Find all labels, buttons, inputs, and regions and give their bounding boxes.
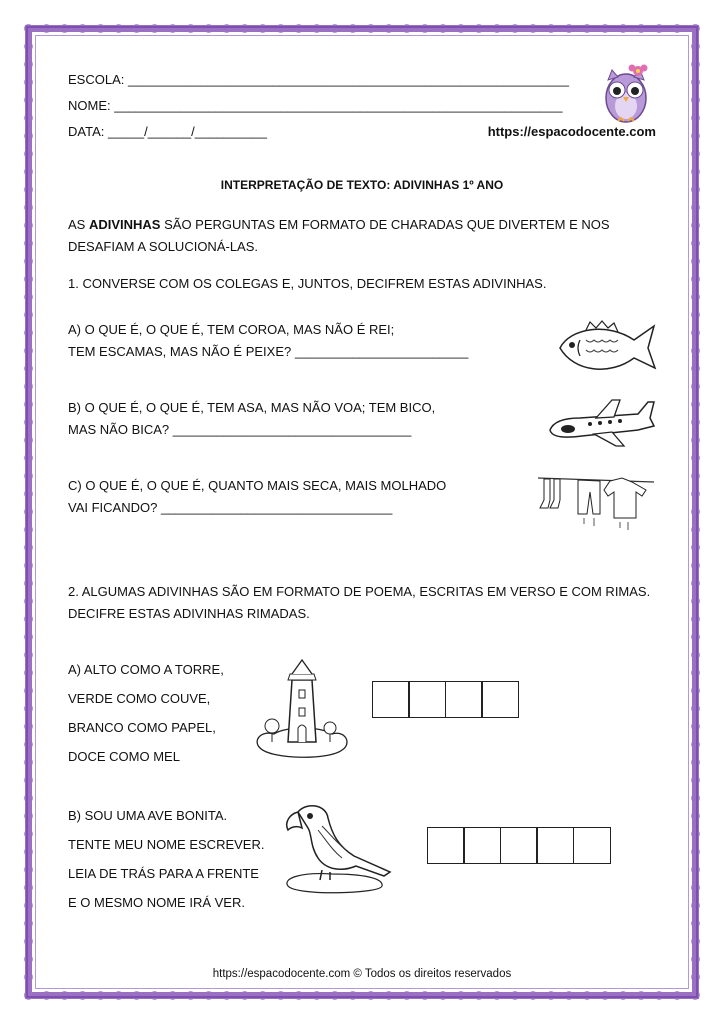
- answer-boxes-b: [428, 827, 611, 864]
- website-link[interactable]: https://espacodocente.com: [487, 124, 656, 139]
- q1c-line2[interactable]: VAI FICANDO? ________________________________: [68, 500, 393, 515]
- q2b-line1: B) SOU UMA AVE BONITA.: [68, 808, 228, 823]
- name-field[interactable]: NOME: ______________________________________________________________: [68, 98, 563, 113]
- date-field[interactable]: DATA: _____/______/__________: [68, 124, 268, 139]
- answer-cell[interactable]: [463, 827, 501, 864]
- answer-cell[interactable]: [427, 827, 465, 864]
- answer-cell[interactable]: [536, 827, 574, 864]
- school-field[interactable]: ESCOLA: _____________________________________________________________: [68, 72, 569, 87]
- q2a-line4: DOCE COMO MEL: [68, 749, 180, 764]
- answer-cell[interactable]: [408, 681, 446, 718]
- q2b-line2: TENTE MEU NOME ESCREVER.: [68, 837, 265, 852]
- airplane-icon: [546, 396, 658, 450]
- answer-cell[interactable]: [500, 827, 538, 864]
- q1c-line1: C) O QUE É, O QUE É, QUANTO MAIS SECA, MAIS MOLHADO: [68, 478, 447, 493]
- q2a-line2: VERDE COMO COUVE,: [68, 691, 211, 706]
- parrot-icon: [272, 800, 398, 898]
- q1b-line2[interactable]: MAS NÃO BICA? _________________________________: [68, 422, 412, 437]
- answer-cell[interactable]: [481, 681, 519, 718]
- q2a-line1: A) ALTO COMO A TORRE,: [68, 662, 224, 677]
- owl-icon: [598, 60, 654, 124]
- q1b-line1: B) O QUE É, O QUE É, TEM ASA, MAS NÃO VOA; TEM BICO,: [68, 400, 436, 415]
- answer-cell[interactable]: [372, 681, 410, 718]
- q2-instruction-line1: 2. ALGUMAS ADIVINHAS SÃO EM FORMATO DE POEMA, ESCRITAS EM VERSO E COM RIMAS.: [68, 584, 651, 599]
- q1a-line2[interactable]: TEM ESCAMAS, MAS NÃO É PEIXE? ________________________: [68, 344, 469, 359]
- tower-icon: [250, 656, 354, 766]
- q2b-line4: E O MESMO NOME IRÁ VER.: [68, 895, 245, 910]
- q1-instruction: 1. CONVERSE COM OS COLEGAS E, JUNTOS, DECIFREM ESTAS ADIVINHAS.: [68, 276, 547, 291]
- fish-icon: [556, 318, 660, 380]
- answer-cell[interactable]: [445, 681, 483, 718]
- q1a-line1: A) O QUE É, O QUE É, TEM COROA, MAS NÃO É REI;: [68, 322, 395, 337]
- q2-instruction-line2: DECIFRE ESTAS ADIVINHAS RIMADAS.: [68, 606, 310, 621]
- intro-paragraph: AS ADIVINHAS SÃO PERGUNTAS EM FORMATO DE CHARADAS QUE DIVERTEM E NOS DESAFIAM A SOLUCIONÁ-LAS.: [68, 217, 610, 254]
- q2a-line3: BRANCO COMO PAPEL,: [68, 720, 216, 735]
- answer-cell[interactable]: [573, 827, 611, 864]
- clothesline-icon: [538, 470, 654, 536]
- q2b-line3: LEIA DE TRÁS PARA A FRENTE: [68, 866, 259, 881]
- answer-boxes-a: [373, 681, 519, 718]
- footer-copyright: https://espacodocente.com © Todos os direitos reservados: [212, 968, 512, 980]
- page-title: INTERPRETAÇÃO DE TEXTO: ADIVINHAS 1º ANO: [220, 178, 504, 192]
